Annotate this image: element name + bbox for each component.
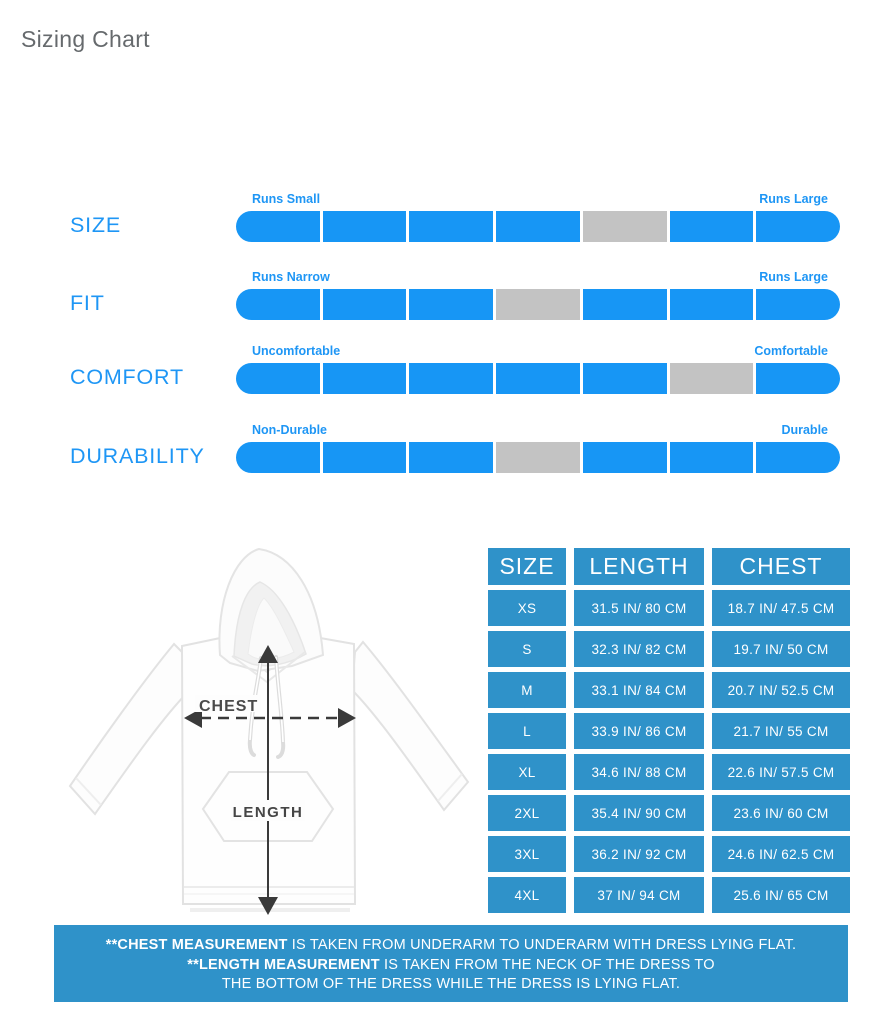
chest-label: CHEST xyxy=(199,698,259,715)
table-header-chest: CHEST xyxy=(712,548,850,585)
table-header-size: SIZE xyxy=(488,548,566,585)
bar-end-labels xyxy=(236,423,840,437)
hoodie-left-sleeve xyxy=(70,644,188,814)
hoodie-right-sleeve xyxy=(352,642,468,810)
bar-left-label: Runs Narrow xyxy=(252,270,330,284)
bar-segment xyxy=(409,289,493,320)
rating-bar xyxy=(236,442,840,473)
table-cell-length: 33.9 IN/ 86 CM xyxy=(574,713,704,749)
table-header-length: LENGTH xyxy=(574,548,704,585)
bar-segment xyxy=(670,363,754,394)
bar-segment xyxy=(236,363,320,394)
bar-right-label: Comfortable xyxy=(754,344,828,358)
bar-segment xyxy=(756,363,840,394)
table-cell-size: XL xyxy=(488,754,566,790)
bar-segment xyxy=(670,442,754,473)
table-cell-chest: 22.6 IN/ 57.5 CM xyxy=(712,754,850,790)
page-title: Sizing Chart xyxy=(21,26,150,52)
bar-segment xyxy=(496,442,580,473)
table-cell-chest: 24.6 IN/ 62.5 CM xyxy=(712,836,850,872)
rating-label: DURABILITY xyxy=(70,444,205,468)
table-cell-size: 4XL xyxy=(488,877,566,913)
bar-segment xyxy=(670,289,754,320)
bar-segment xyxy=(670,211,754,242)
rating-bar xyxy=(236,289,840,320)
note-line-1: **CHEST MEASUREMENT IS TAKEN FROM UNDERARM TO UNDERARM WITH DRESS LYING FLAT. xyxy=(105,937,797,953)
rating-row-fit xyxy=(0,270,887,322)
bar-end-labels xyxy=(236,270,840,284)
bar-segment xyxy=(409,211,493,242)
hoodie-diagram xyxy=(62,542,477,927)
rating-row-durability xyxy=(0,423,887,475)
bar-segment xyxy=(323,442,407,473)
bar-segment xyxy=(756,442,840,473)
measurement-note xyxy=(54,925,848,1002)
bar-segment xyxy=(236,289,320,320)
rating-bar xyxy=(236,363,840,394)
bar-segment xyxy=(323,289,407,320)
bar-end-labels xyxy=(236,344,840,358)
bar-segment xyxy=(756,289,840,320)
bar-left-label: Runs Small xyxy=(252,192,321,206)
bar-segment xyxy=(409,442,493,473)
bar-segment xyxy=(583,211,667,242)
note-line-2: **LENGTH MEASUREMENT IS TAKEN FROM THE NECK OF THE DRESS TO xyxy=(187,956,715,973)
table-cell-chest: 20.7 IN/ 52.5 CM xyxy=(712,672,850,708)
rating-row-size xyxy=(0,192,887,244)
table-cell-chest: 18.7 IN/ 47.5 CM xyxy=(712,590,850,626)
rating-label: FIT xyxy=(70,291,105,315)
rating-label: COMFORT xyxy=(70,365,184,389)
bar-segment xyxy=(409,363,493,394)
table-cell-chest: 25.6 IN/ 65 CM xyxy=(712,877,850,913)
bar-segment xyxy=(236,442,320,473)
bar-segment xyxy=(583,442,667,473)
bar-segment xyxy=(756,211,840,242)
bar-right-label: Durable xyxy=(781,423,828,437)
table-cell-length: 32.3 IN/ 82 CM xyxy=(574,631,704,667)
hoodie-illustration xyxy=(62,542,477,927)
table-cell-length: 33.1 IN/ 84 CM xyxy=(574,672,704,708)
bar-segment xyxy=(323,363,407,394)
note-line-3: THE BOTTOM OF THE DRESS WHILE THE DRESS IS LYING FLAT. xyxy=(221,976,681,992)
bar-end-labels xyxy=(236,192,840,206)
bar-segment xyxy=(496,211,580,242)
bar-segment xyxy=(236,211,320,242)
rating-bar-area xyxy=(236,270,840,320)
bar-left-label: Non-Durable xyxy=(252,423,327,437)
table-cell-size: XS xyxy=(488,590,566,626)
rating-label: SIZE xyxy=(70,213,121,237)
table-cell-chest: 23.6 IN/ 60 CM xyxy=(712,795,850,831)
table-cell-size: 2XL xyxy=(488,795,566,831)
size-table xyxy=(488,548,850,913)
bar-segment xyxy=(496,363,580,394)
rating-bar xyxy=(236,211,840,242)
bar-segment xyxy=(583,363,667,394)
rating-row-comfort xyxy=(0,344,887,396)
table-cell-size: M xyxy=(488,672,566,708)
rating-bar-area xyxy=(236,192,840,242)
table-cell-size: S xyxy=(488,631,566,667)
bar-left-label: Uncomfortable xyxy=(252,344,341,358)
bar-segment xyxy=(496,289,580,320)
table-cell-chest: 19.7 IN/ 50 CM xyxy=(712,631,850,667)
table-cell-size: 3XL xyxy=(488,836,566,872)
table-cell-length: 31.5 IN/ 80 CM xyxy=(574,590,704,626)
bar-right-label: Runs Large xyxy=(759,270,828,284)
rating-bar-area xyxy=(236,344,840,394)
rating-bar-area xyxy=(236,423,840,473)
table-cell-chest: 21.7 IN/ 55 CM xyxy=(712,713,850,749)
table-cell-length: 36.2 IN/ 92 CM xyxy=(574,836,704,872)
table-cell-length: 35.4 IN/ 90 CM xyxy=(574,795,704,831)
bar-right-label: Runs Large xyxy=(759,192,828,206)
length-label: LENGTH xyxy=(232,804,304,821)
table-cell-length: 37 IN/ 94 CM xyxy=(574,877,704,913)
bar-segment xyxy=(583,289,667,320)
table-cell-size: L xyxy=(488,713,566,749)
bar-segment xyxy=(323,211,407,242)
table-cell-length: 34.6 IN/ 88 CM xyxy=(574,754,704,790)
